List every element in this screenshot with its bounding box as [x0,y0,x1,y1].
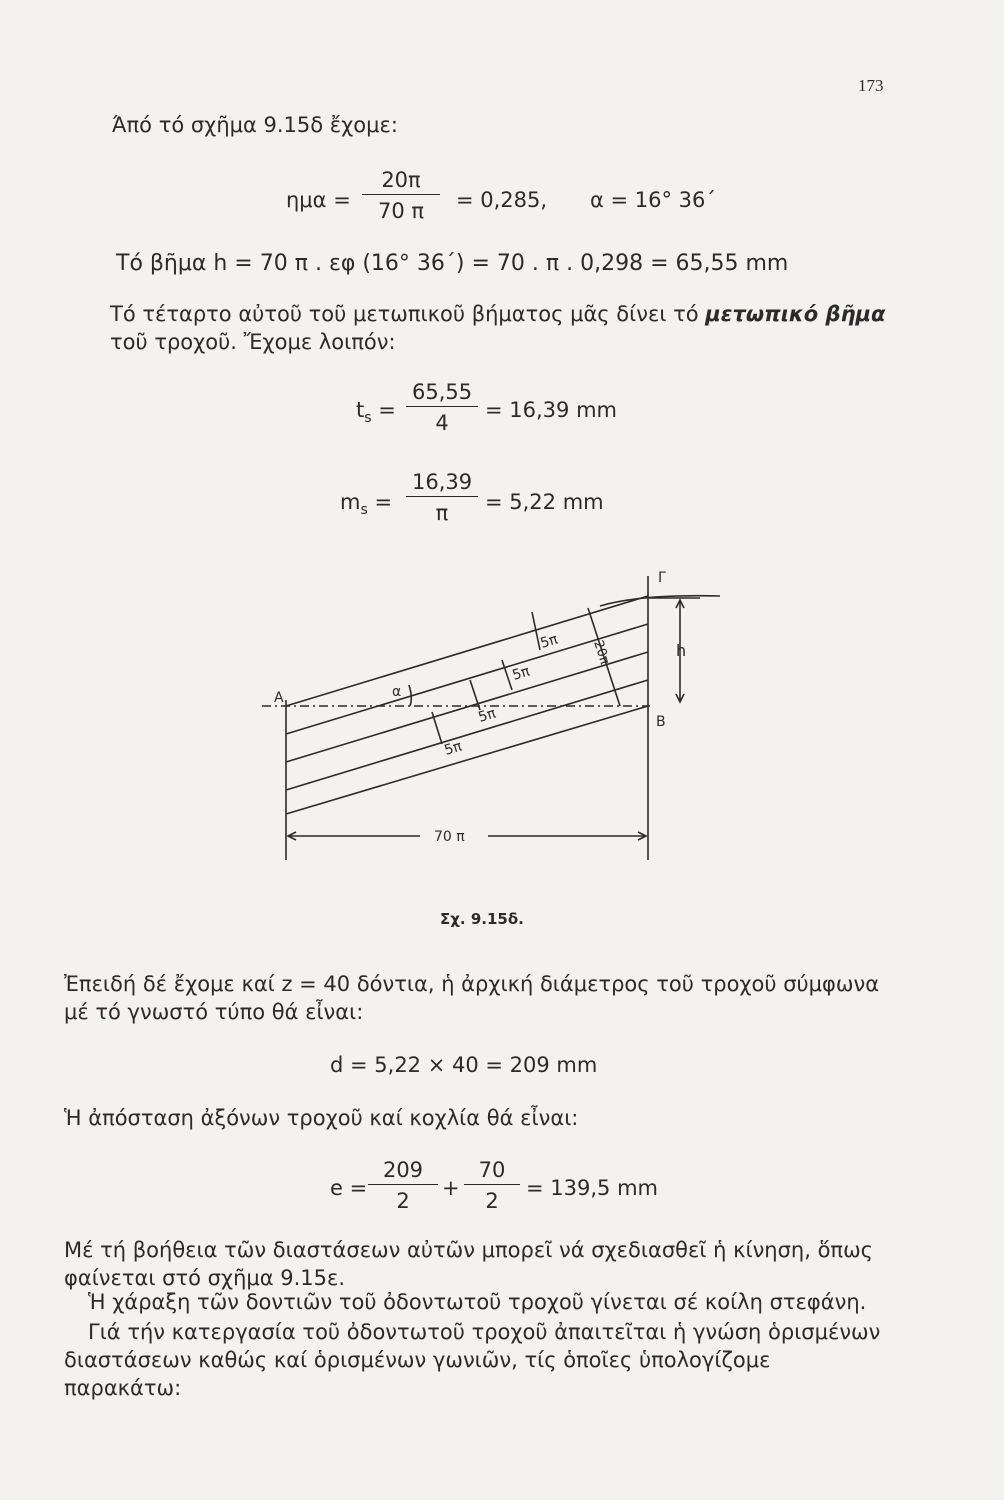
ts-fraction [406,380,478,435]
eq-e-rhs: = 139,5 mm [526,1176,658,1200]
eq-e-num1: 209 [368,1158,438,1185]
ts-lhs: $t_s$ = [356,398,396,427]
label-5pi-3: 5π [510,663,532,684]
paragraph-1-before: Τό τέταρτο αὐτοῦ τοῦ μετωπικοῦ βήματος μᾶς δίνει τό [110,302,706,326]
paragraph-1 [110,300,895,356]
label-5pi-2: 5π [476,705,498,726]
ms-numerator: 16,39 [406,470,478,497]
figure-caption: Σχ. 9.15δ. [440,910,524,928]
label-gamma: Γ [658,570,666,586]
label-B: B [656,714,666,730]
label-5pi-1: 5π [442,738,464,759]
label-70pi: 70 π [434,829,465,845]
eq1-fraction [362,168,440,223]
figure-9-15d [0,560,1004,890]
ts-rhs: = 16,39 mm [485,398,617,422]
paragraph-2: Ἐπειδή δέ ἔχομε καί z = 40 δόντια, ἡ ἀρχική διάμετρος τοῦ τροχοῦ σύμφωνα μέ τό γνωστό τύπο θά εἶναι: [64,972,880,1024]
label-A: A [274,690,284,706]
ms-rhs: = 5,22 mm [485,490,604,514]
label-20pi: 20π [590,638,612,667]
label-h: h [676,641,687,660]
eq-e-den1: 2 [396,1189,410,1213]
helix-line-4 [286,680,648,790]
label-alpha: α [392,684,402,700]
ms-denominator: π [435,501,449,525]
ts-denominator: 4 [435,411,449,435]
pitch-dim-3 [502,660,512,690]
paragraph-1-after: τοῦ τροχοῦ. Ἔχομε λοιπόν: [110,330,396,354]
eq1-alpha: α = 16° 36΄ [590,188,716,212]
eq1-denominator: 70 π [377,199,425,223]
eq1-numerator: 20π [362,168,440,195]
paragraph-1-emphasis: μετωπικό βῆμα [705,302,886,326]
ts-numerator: 65,55 [406,380,478,407]
helix-line-5 [286,706,648,814]
ms-lhs: $m_s$ = [340,490,393,519]
ms-fraction [406,470,478,525]
eq-e-fraction-1 [368,1158,438,1213]
paragraph-3: Ἡ ἀπόσταση ἀξόνων τροχοῦ καί κοχλία θά εἶναι: [64,1106,579,1130]
eq-d: d = 5,22 × 40 = 209 mm [330,1053,598,1077]
eq-e-fraction-2 [464,1158,520,1213]
eq-e-lhs: e = [330,1176,368,1200]
step-line: Τό βῆμα h = 70 π . εφ (16° 36΄) = 70 . π . 0,298 = 65,55 mm [116,251,789,276]
helix-line-2 [286,624,648,734]
eq-e-plus: + [442,1176,460,1200]
eq1-lhs: ημα = [286,188,351,212]
page-number: 173 [858,76,884,95]
paragraph-6: Γιά τήν κατεργασία τοῦ ὀδοντωτοῦ τροχοῦ ἀπαιτεῖται ἡ γνώση ὁρισμένων διαστάσεων καθώς καί ὁρισμένων γωνιῶν, τίς ὁποῖες ὑπολογίζομε παρακάτω: [64,1320,881,1400]
eq-e-den2: 2 [485,1189,499,1213]
intro-line: Άπό τό σχῆμα 9.15δ ἔχομε: [112,113,398,137]
eq1-rhs: = 0,285, [456,188,548,212]
paragraph-5: Ἡ χάραξη τῶν δοντιῶν τοῦ ὀδοντωτοῦ τροχοῦ γίνεται σέ κοίλη στεφάνη. [88,1290,867,1314]
helix-line-3 [286,652,648,762]
paragraph-4: Μέ τή βοήθεια τῶν διαστάσεων αὐτῶν μπορεῖ νά σχεδιασθεῖ ἡ κίνηση, ὅπως φαίνεται στό σχῆμα 9.15ε. [64,1238,873,1290]
eq-e-num2: 70 [464,1158,520,1185]
label-5pi-4: 5π [538,631,560,652]
